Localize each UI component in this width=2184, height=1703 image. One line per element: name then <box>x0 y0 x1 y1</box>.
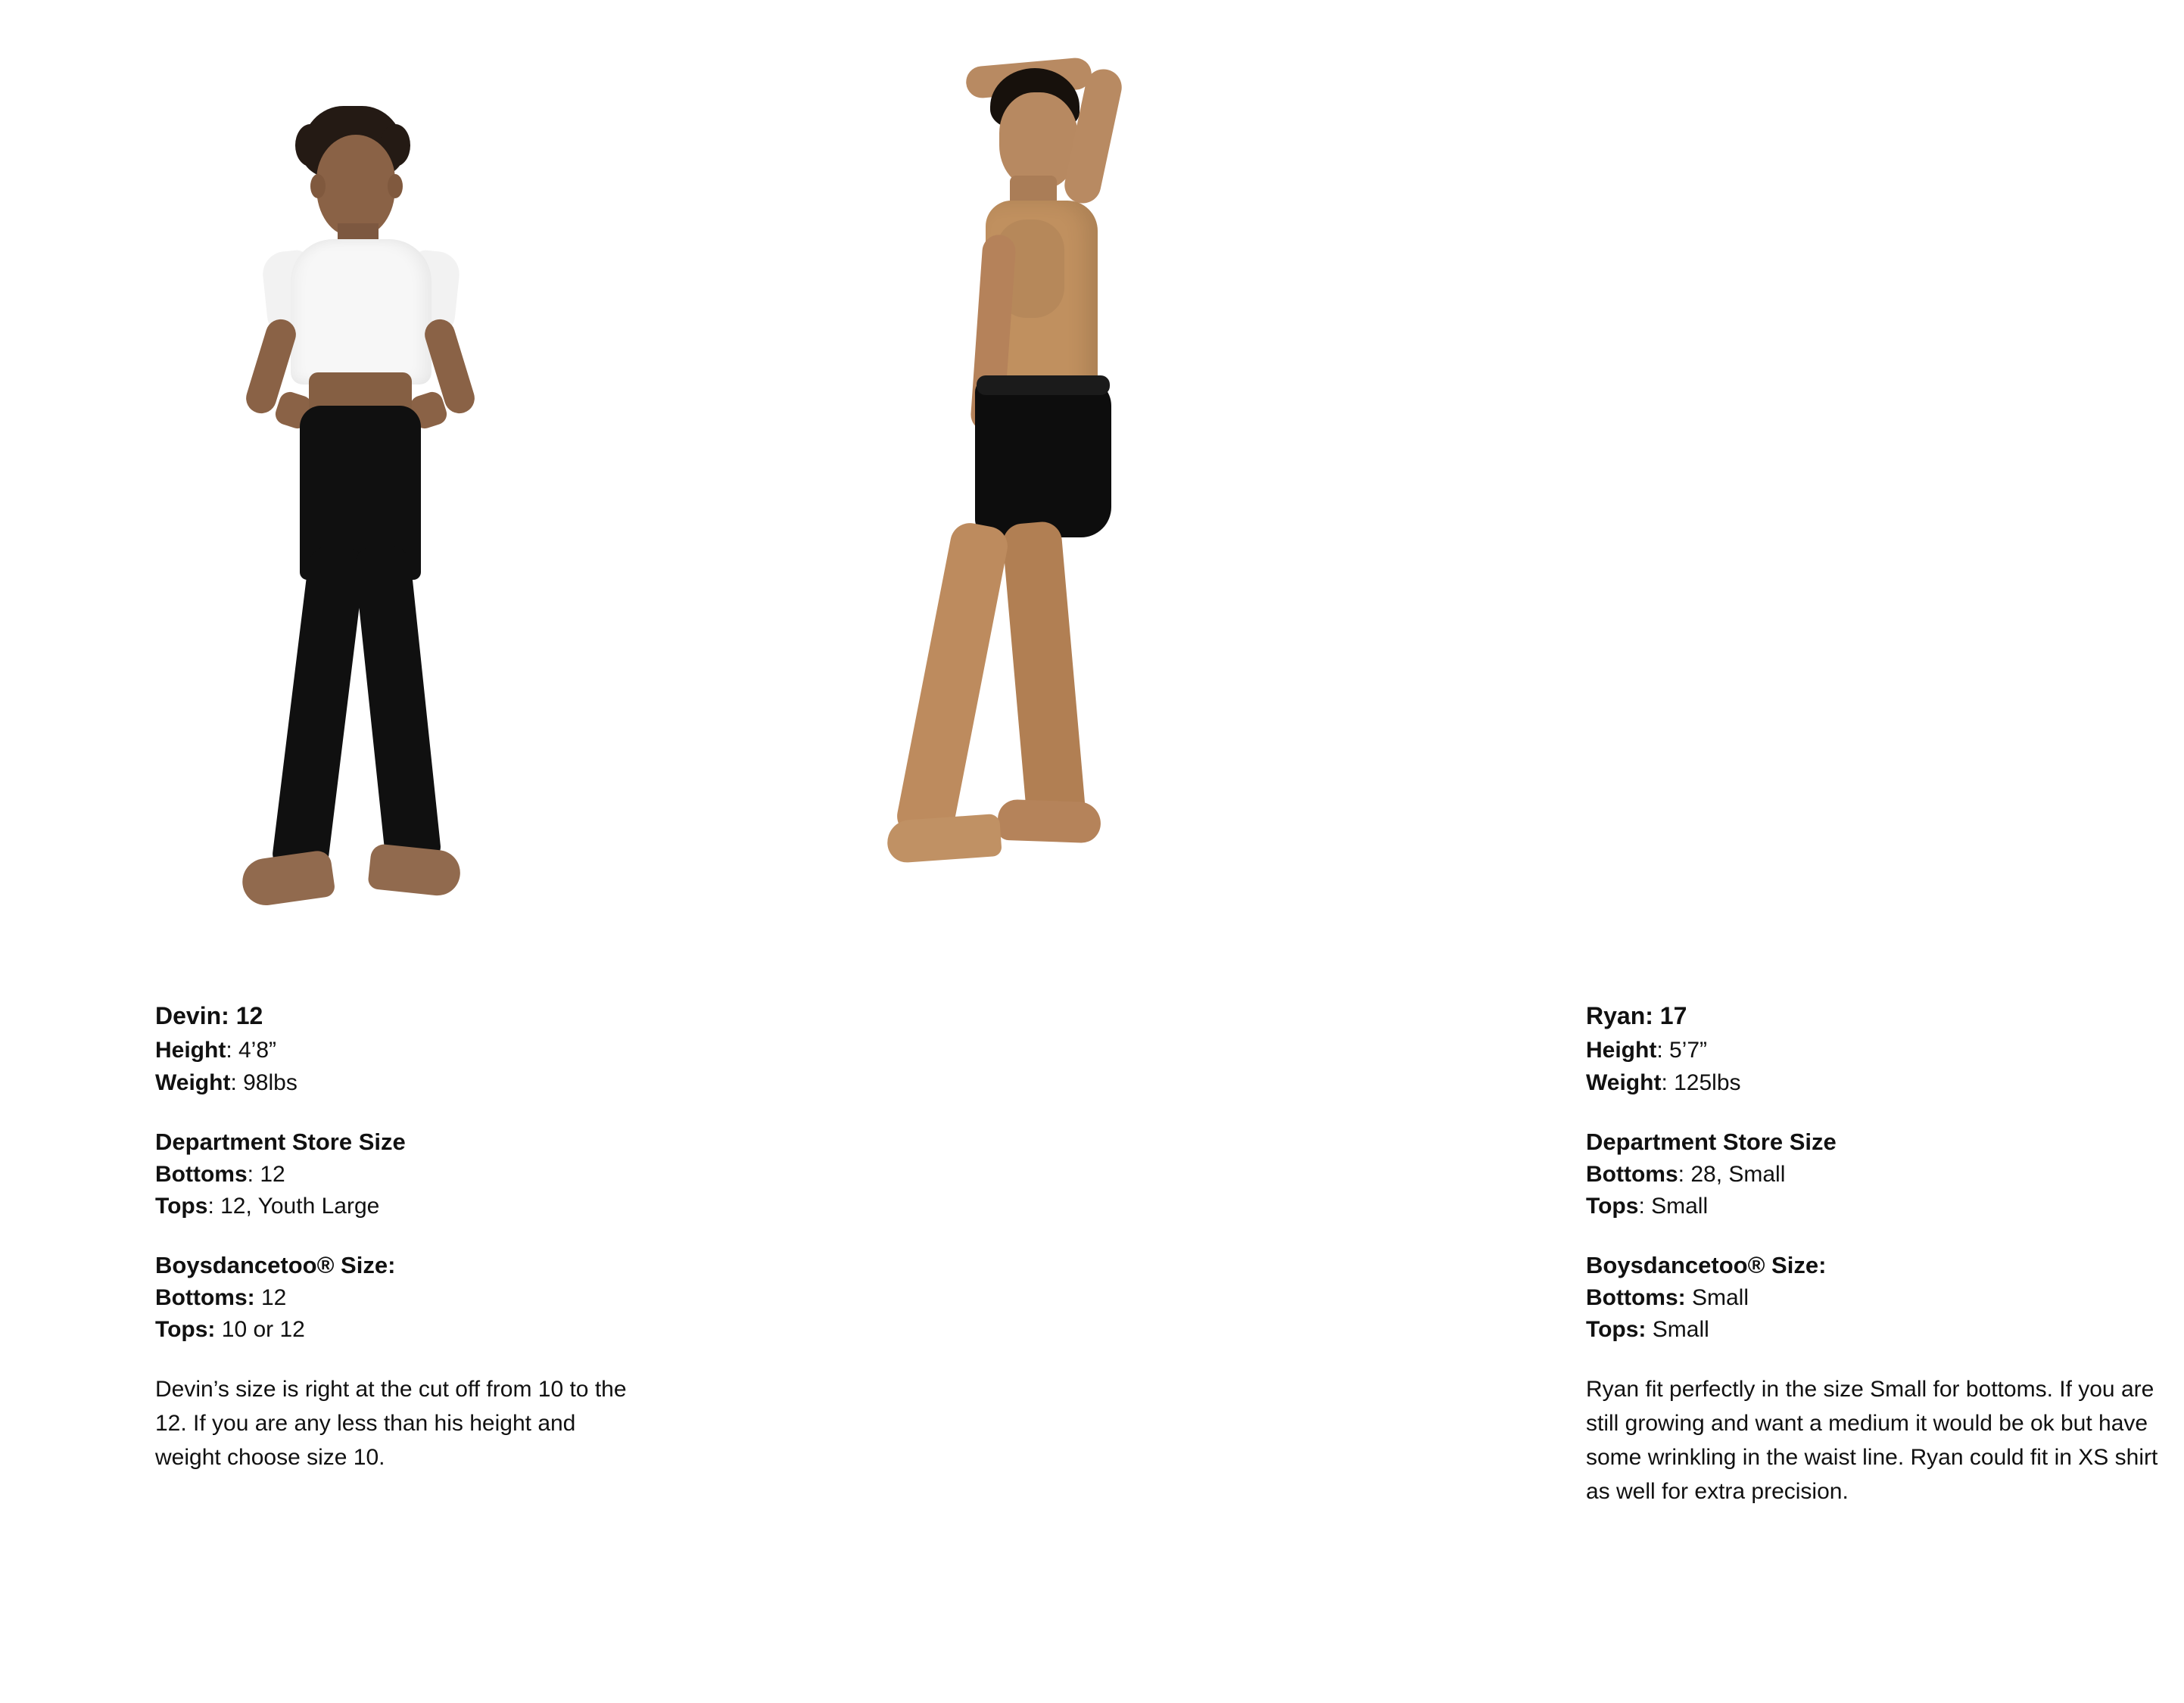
height-row-devin <box>155 1035 640 1067</box>
weight-colon: : <box>230 1070 244 1096</box>
fit-note-devin: Devin’s size is right at the cut off from 10 to the 12. If you are any less than his height and weight choose size 10. <box>155 1377 627 1471</box>
model-info-ryan <box>1586 999 2184 1508</box>
weight-label: Weight <box>155 1070 231 1096</box>
model-age-value: 12 <box>235 1002 263 1029</box>
model-photo-devin <box>0 0 757 999</box>
model-name-devin <box>155 999 640 1033</box>
model-name-label: Devin: <box>155 1002 229 1029</box>
brand-bottoms-value: 12 <box>261 1284 287 1310</box>
foot-right-shape <box>367 843 463 898</box>
brand-bottoms-value: Small <box>1692 1284 1749 1310</box>
height-label: Height <box>1586 1038 1657 1063</box>
dept-tops-value: Small <box>1651 1194 1709 1219</box>
model-name-label: Ryan: <box>1586 1002 1653 1029</box>
model-photo-ryan <box>757 0 1514 999</box>
weight-value: 125lbs <box>1674 1070 1741 1096</box>
brand-bottoms-space <box>1686 1285 1692 1310</box>
figure-illustration-devin <box>129 91 553 984</box>
brand-tops-space <box>215 1317 221 1342</box>
white-top-shape <box>291 239 432 384</box>
dept-tops-colon: : <box>1638 1194 1652 1219</box>
measurements-block-ryan <box>1586 999 2184 1100</box>
dept-bottoms-label: Bottoms <box>1586 1161 1678 1187</box>
leg-left-shape <box>271 543 366 873</box>
brand-size-block-devin <box>155 1249 640 1347</box>
dept-bottoms-value: 28, Small <box>1690 1161 1786 1187</box>
foot-back-shape <box>997 799 1101 844</box>
brand-tops-row-ryan <box>1586 1314 2184 1347</box>
brand-bottoms-label: Bottoms: <box>1586 1284 1686 1310</box>
leg-back-shape <box>1002 520 1087 827</box>
shorts-waistband-shape <box>977 375 1110 395</box>
height-colon: : <box>226 1038 238 1063</box>
model-info-devin <box>155 999 640 1474</box>
model-column-devin <box>0 0 757 1703</box>
brand-tops-label: Tops: <box>155 1317 216 1343</box>
department-store-size-heading: Department Store Size <box>155 1128 406 1155</box>
head-shape <box>316 135 395 236</box>
brand-size-heading: Boysdancetoo® Size: <box>155 1251 396 1278</box>
dept-bottoms-label: Bottoms <box>155 1161 248 1187</box>
leg-right-shape <box>353 543 441 864</box>
brand-tops-value: Small <box>1652 1317 1709 1343</box>
ear-left-shape <box>310 174 326 198</box>
dept-bottoms-row-devin <box>155 1159 640 1191</box>
brand-size-heading: Boysdancetoo® Size: <box>1586 1251 1827 1278</box>
dept-tops-colon: : <box>207 1194 221 1219</box>
brand-bottoms-row-ryan <box>1586 1282 2184 1315</box>
dept-bottoms-value: 12 <box>254 1161 285 1187</box>
model-age-value: 17 <box>1659 1002 1687 1029</box>
department-store-size-block-ryan <box>1586 1125 2184 1223</box>
dept-bottoms-colon: : <box>1678 1161 1691 1187</box>
dept-tops-label: Tops <box>1586 1194 1639 1219</box>
figure-illustration-ryan <box>825 45 1279 984</box>
weight-row-ryan <box>1586 1067 2184 1100</box>
model-column-ryan <box>757 0 2158 1703</box>
weight-value: 98lbs <box>243 1070 298 1096</box>
department-store-size-block-devin <box>155 1125 640 1223</box>
height-value: 5’7” <box>1669 1038 1708 1063</box>
fit-note-ryan: Ryan fit perfectly in the size Small for bottoms. If you are still growing and want a medium it would be ok but have some wrinkling in the waist line. Ryan could fit in XS shirt as well for extra precision. <box>1586 1377 2158 1505</box>
foot-front-shape <box>886 814 1002 864</box>
dept-bottoms-row-ryan <box>1586 1159 2184 1191</box>
brand-tops-space <box>1646 1317 1652 1342</box>
ear-right-shape <box>388 174 403 198</box>
brand-bottoms-space <box>255 1285 261 1310</box>
weight-row-devin <box>155 1067 640 1100</box>
height-label: Height <box>155 1038 226 1063</box>
brand-size-block-ryan <box>1586 1249 2184 1347</box>
dept-tops-row-devin <box>155 1191 640 1223</box>
brand-tops-label: Tops: <box>1586 1317 1647 1343</box>
dept-bottoms-colon: : <box>247 1161 254 1187</box>
brand-tops-value: 10 or 12 <box>221 1317 305 1343</box>
measurements-block-devin <box>155 999 640 1100</box>
height-colon: : <box>1656 1038 1669 1063</box>
foot-left-shape <box>239 849 335 908</box>
brand-bottoms-row-devin <box>155 1282 640 1315</box>
model-name-ryan <box>1586 999 2184 1033</box>
black-shorts-shape <box>975 378 1111 537</box>
height-row-ryan <box>1586 1035 2184 1067</box>
dept-tops-value: 12, Youth Large <box>220 1194 380 1219</box>
leg-front-shape <box>894 520 1011 843</box>
dept-tops-row-ryan <box>1586 1191 2184 1223</box>
brand-tops-row-devin <box>155 1314 640 1347</box>
height-value: 4’8” <box>238 1038 277 1063</box>
weight-label: Weight <box>1586 1070 1662 1096</box>
dept-tops-label: Tops <box>155 1194 208 1219</box>
weight-colon: : <box>1661 1070 1675 1096</box>
department-store-size-heading: Department Store Size <box>1586 1128 1837 1155</box>
brand-bottoms-label: Bottoms: <box>155 1284 255 1310</box>
